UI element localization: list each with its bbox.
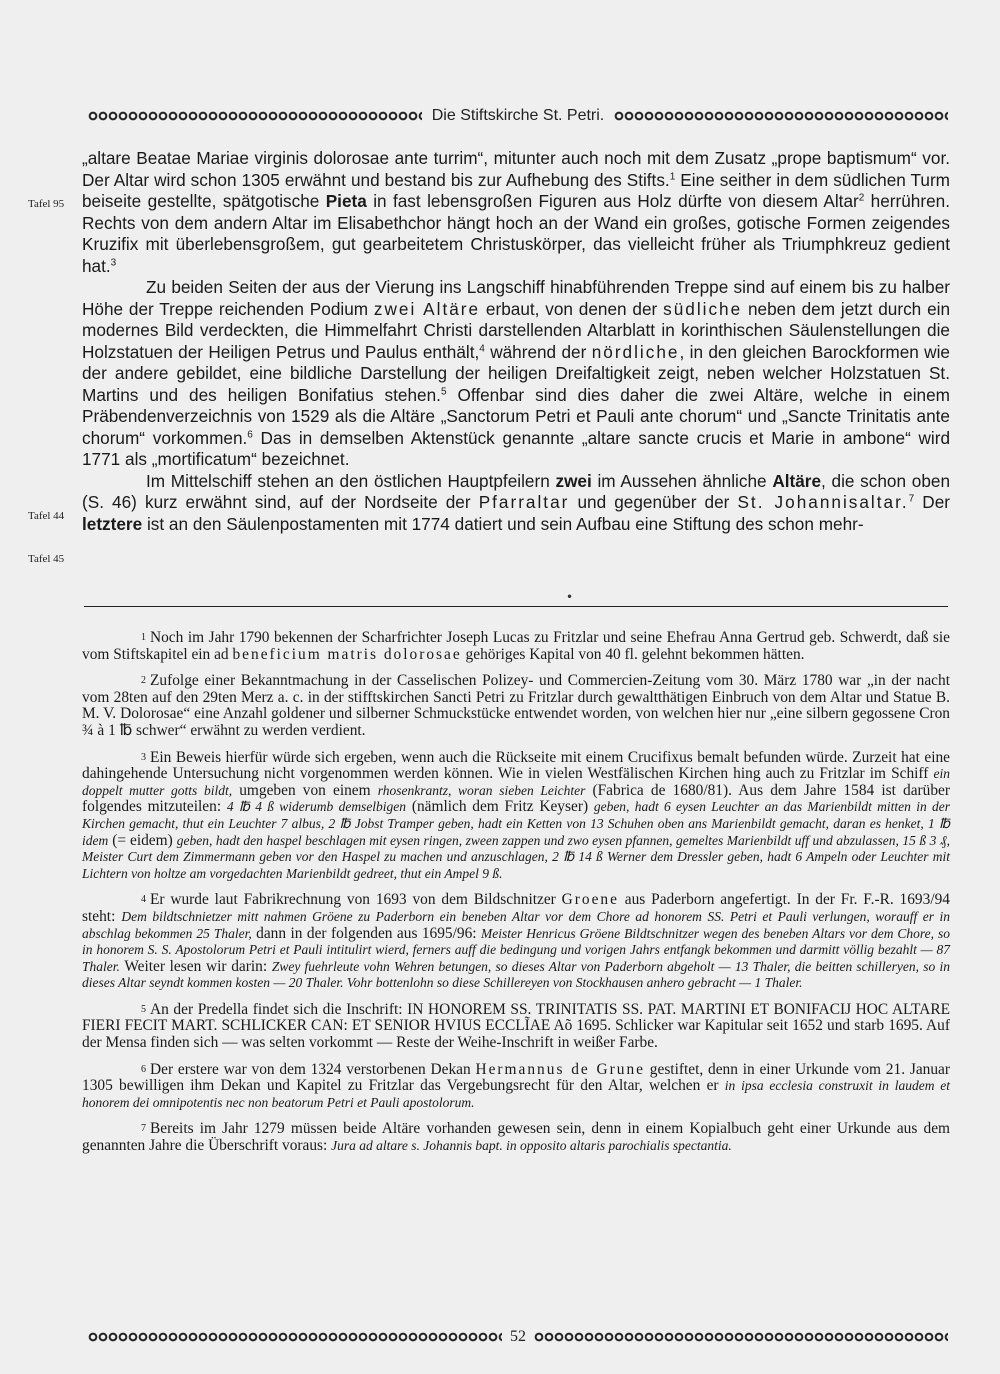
- footnote-ref: 5: [440, 385, 447, 397]
- margin-note-tafel-45: Tafel 45: [28, 553, 65, 565]
- footer-ornament-left: [88, 1332, 502, 1342]
- footnote-5: 5 An der Predella findet sich die Inschrift: IN HONOREM SS. TRINITATIS SS. PAT. MARTINI ET BONIFACIJ HOC ALTARE FIERI FECIT MART. SCHLICKER CAN: ET SENIOR HVIUS ECCLĨAE Aõ 1695. Schlicker war Kapitular seit 1652 und starb 1695. Auf der Mensa finden sich — was selten vorkommt — Reste der Weihe-Inschrift in weißer Farbe.: [82, 1000, 950, 1052]
- footnotes: [82, 630, 950, 1165]
- footnote-ref: 4: [479, 342, 485, 354]
- paragraph-2: Zu beiden Seiten der aus der Vierung ins Langschiff hinabführenden Treppe sind auf einem bis zu halber Höhe der Treppe reichenden Podium zwei Altäre erbaut, von denen der südliche neben dem jetzt durch ein modernes Bild verdeckten, die Himmelfahrt Christi darstellenden Altarblatt in korinthischen Säulenstellungen die Holzstatuen der Heiligen Petrus und Paulus enthält,$^4$ während der nördliche, in den gleichen Barockformen wie der andere gebildet, eine bildliche Darstellung der heiligen Dreifaltigkeit zeigt, neben welcher Holzstatuen St. Martins und des heiligen Bonifatius stehen.$^5$ Offenbar sind dies daher die zwei Altäre, welche in einem Präbendenverzeichnis von 1529 als die Altäre „Sanctorum Petri et Pauli ante chorum“ und „Sancte Trinitatis ante chorum“ vorkommen.$^6$ Das in demselben Aktenstück genannte „altare sancte crucis et Marie in ambone“ wird 1771 als „mortificatum“ bezeichnet.: [82, 277, 951, 469]
- margin-note-tafel-95: Tafel 95: [28, 198, 65, 210]
- footnote-3: 3 Ein Beweis hierfür würde sich ergeben, wenn auch die Rückseite mit einem Crucifixus bemalt befunden würde. Zurzeit hat eine dahingehende Untersuchung nicht vorgenommen werden können. Wie in vielen Westfälischen Kirchen hing auch zu Fritzlar im Schiff ein doppelt mutter gotts bildt, umgeben von einem rhosenkrantz, woran sieben Leichter (Fabrica de 1680/81). Aus dem Jahre 1584 ist darüber folgendes mitzuteilen: 4 ℔ 4 ß widerumb demselbigen (nämlich dem Fritz Keyser) geben, hadt 6 eysen Leuchter an das Marienbildt mitten in der Kirchen gemacht, thut ein Leuchter 7 albus, 2 ℔ Jobst Tramper geben, hadt ein Ketten von 13 Schuhen oben ans Marienbildt gemacht, daran es henket, 1 ℔ idem (= eidem) geben, hadt den haspel beschlagen mit eysen ringen, zween zappen und zwo eysen pfannen, gemeltes Marienbildt uff und abzulassen, 15 ß 3 ₰, Meister Curt dem Zimmermann geben vor den Haspel zu machen und anzuschlagen, 2 ℔ 14 ß Werner dem Dressler geben, hadt 6 Ampeln oder Leuchter mit Lichtern von holtze am vorgedachten Marienbildt gedreet, thut ein Ampel 9 ß.: [82, 748, 951, 881]
- paragraph-3: Im Mittelschiff stehen an den östlichen Hauptpfeilern zwei im Aussehen ähnliche Altäre, die schon oben (S. 46) kurz erwähnt sind, auf der Nordseite der Pfarraltar und gegenüber der St. Johannisaltar.$^7$ Der letztere ist an den Säulenpostamenten mit 1774 datiert und sein Aufbau eine Stiftung des schon mehr-: [82, 470, 951, 534]
- footnote-ref: 1: [669, 170, 676, 182]
- footnote-1: 1 Noch im Jahr 1790 bekennen der Scharfrichter Joseph Lucas zu Fritzlar und seine Ehefrau Anna Gertrud geb. Schwerdt, daß sie vom Stiftskapitel ein ad beneficium matris dolorosae gehöriges Kapital von 40 fl. gelehnt bekommen hätten.: [82, 629, 950, 663]
- footnote-7: 7 Bereits im Jahr 1279 müssen beide Altäre vorhanden gewesen sein, denn in einem Kopialbuch geht einer Urkunde aus dem genannten Jahre die Überschrift voraus: Jura ad altare s. Johannis bapt. in opposito altaris parochialis spectantia.: [82, 1120, 950, 1155]
- running-header: [88, 104, 948, 128]
- footnote-ref: 6: [247, 428, 253, 440]
- footnote-ref: 2: [858, 192, 865, 204]
- paragraph-1: „altare Beatae Mariae virginis dolorosae ante turrim“, mitunter auch noch mit dem Zusatz „prope baptismum“ vor. Der Altar wird schon 1305 erwähnt und bestand bis zur Aufhebung des Stifts.$^1$ Eine seither in dem südlichen Turm beiseite gestellte, spätgotische Pieta in fast lebensgroßen Figuren aus Holz dürfte von diesem Altar$^2$ herrühren. Rechts von dem andern Altar im Elisabethchor hängt hoch an der Wand ein großes, gotische Formen zeigendes Kruzifix mit überlebensgroßem, gut gearbeitetem Christuskörper, das vielleicht früher als Triumphkreuz gedient hat.$^3$: [82, 148, 950, 276]
- header-title: Die Stiftskirche St. Petri.: [431, 107, 605, 124]
- rule-dot: •: [566, 590, 574, 604]
- header-ornament-left: [88, 111, 422, 121]
- footnote-ref: 3: [110, 256, 117, 268]
- footnote-2: 2 Zufolge einer Bekanntmachung in der Casselischen Polizey- und Commercien-Zeitung vom 30. März 1780 war „in der nacht vom 28ten auf den 29ten Merz a. c. in der stifftskirchen Sancti Petri zu Fritzlar durch gewaltthätigen Einbruch von dem Altar und Statue B. M. V. Dolorosae“ eine Anzahl goldener und silberner Schmuckstücke entwendet worden, von welchen hier nur „eine silbern gegossene Cron ¾ à 1 ℔ schwer“ erwähnt zu werden verdient.: [82, 672, 950, 739]
- footer-ornament-right: [534, 1332, 948, 1342]
- footnote-ref: 7: [908, 493, 915, 505]
- footnote-4: 4 Er wurde laut Fabrikrechnung von 1693 von dem Bildschnitzer Groene aus Paderborn angefertigt. In der Fr. F.-R. 1693/94 steht: Dem bildtschnietzer mitt nahmen Gröene zu Paderborn ein beneben Altar vor dem Chore ad honorem SS. Petri et Pauli verlungen, worauff er in abschlag bekommen 25 Thaler, dann in der folgenden aus 1695/96: Meister Henricus Gröene Bildtschnitzer wegen des beneben Altars vor dem Chore, so in honorem S. S. Apostolorum Petri et Pauli intitulirt wierd, ferners auff die bedingung und vorigen Jahrs entfangk bekommen und darmitt völlig bezahlt — 87 Thaler. Weiter lesen wir darin: Zwey fuehrleute vohn Wehren betungen, so dieses Altar von Paderborn abgeholt — 13 Thaler, die beitten schilleryen, so in dieses Altar seyndt kommen kosten — 20 Thaler. Vohr bottenlohn so diese Schillereyen von Stockhausen anhero gebracht — 1 Thaler.: [82, 891, 950, 991]
- main-text: [82, 148, 950, 535]
- page-number: 52: [510, 1328, 526, 1345]
- footnote-separator: [84, 606, 948, 607]
- page-footer: [88, 1326, 948, 1348]
- header-ornament-right: [614, 111, 948, 121]
- footnote-6: 6 Der erstere war von dem 1324 verstorbenen Dekan Hermannus de Grune gestiftet, denn in einer Urkunde vom 21. Januar 1305 bewilligen ihm Dekan und Kapitel zu Fritzlar das Vergebungsrecht für den Altar, welchen er in ipsa ecclesia construxit in laudem et honorem dei omnipotentis nec non beatorum Petri et Pauli apostolorum.: [82, 1060, 950, 1110]
- margin-note-tafel-44: Tafel 44: [28, 510, 65, 522]
